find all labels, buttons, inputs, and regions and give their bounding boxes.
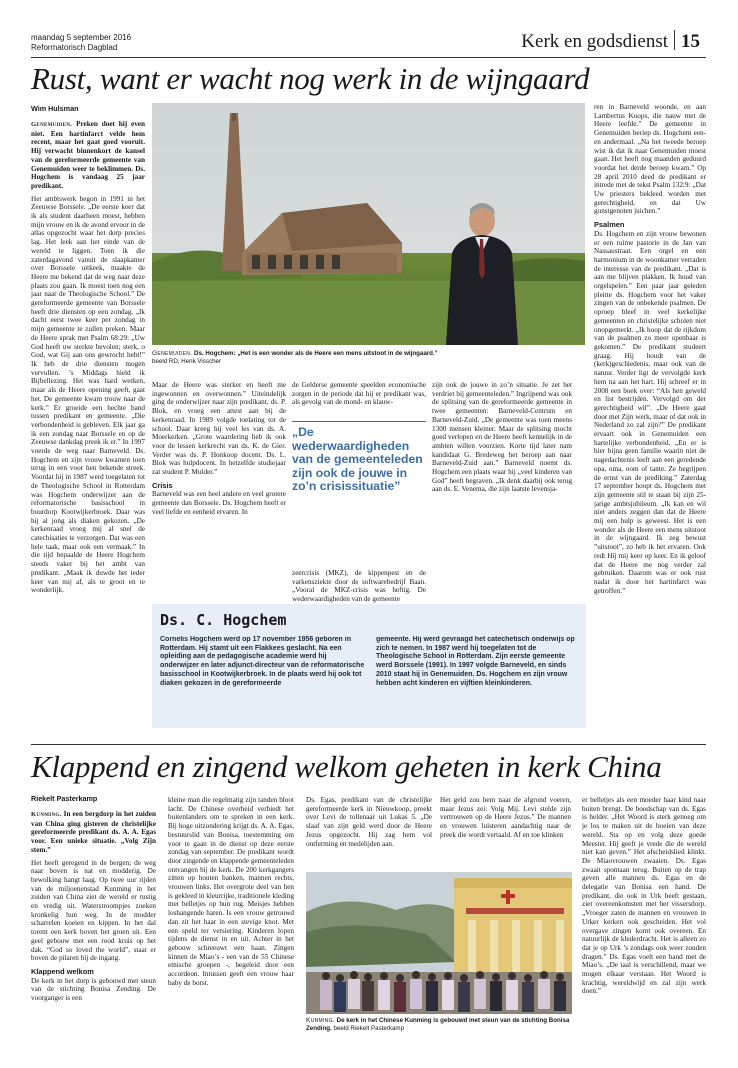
paper-name: Reformatorisch Dagblad <box>31 43 118 52</box>
body-text: zijn ook de jouwe in zo’n situatie. Je zet het verdriet bij gemeenteleden.” Ingrijpend was ook de splitsing van de gereformeerde gemeente in twee gemeenten: Barneveld-Centrum en Barneveld-Zuid. „De gemeente was toen meens 1300 mensen kleiner. Maar de splitsing mocht goed verlopen en de Heere heeft kennelijk in de ambten willen voorzien. Korte tijd later nam kandidaat G. Bredeweg het beroep aan naar Barneveld-Zuid aan.” Barneveld noemt ds. Hogchem een plaats waar hij „veel kinderen van God” heeft begraven. „Ik denk daarbij ook terug aan ds. E. Venema, die zijn laatste levensja- <box>432 381 572 494</box>
bio-box <box>152 604 586 728</box>
article2-col2 <box>168 796 294 1054</box>
body-text: Het geld zou hem naar de afgrond voeren, maar Jezus zei: Volg Mij. Levi stelde zijn vertrouwen op de Heere Jezus.” De mannen en vrouwen luisteren aandachtig naar de preek die wordt vertaald. Af en toe klinken <box>440 796 571 839</box>
body-text: Ds. Egas, predikant van de christelijke gereformeerde kerk in Nieuwkoop, preekt over Levi de tollenaar uit Lukas 5. „De slaaf van zijn geld werd door de Heere Jezus opgezocht. Hij zag hem vol ontferming en medelijden aan. <box>306 796 432 848</box>
article2-lead <box>31 810 156 855</box>
issue-date: maandag 5 september 2016 <box>31 33 132 42</box>
caption-dateline: Kunming. <box>306 1017 335 1024</box>
article2-col1 <box>31 810 156 1055</box>
body-text: Ds. Hogchem en zijn vrouw bewonen er een ruime pastorie in de Jan van Nassaustraat. Een orgel en een harmonium in de woonkamer verraden de interesse van de predikant. „Dat is aan me blijven plakken. Ik houd van orgelspelen.” Een paar jaar geleden pleitte ds. Hogchem voor het vaker zingen van de onbekende psalmen. De oproep bleef in veel kerkelijke gemeenten en christelijke scholen niet onopgemerkt. „Ik hoop dat de rijkdom van de psalmen zo meer openbaar is gekomen.” De predikant studeert graag. Hij houdt van de (kerk)geschiedenis, maar ook van de natuur. Verder ligt de vervolgde kerk hem na aan het hart. Hij schreef er in 2008 een boek over: “Als hen geweld en list bestrijden. Vervolgd om der gerechtigheid wil”. „De Heere gaat door met Zijn werk, maar of dat ook in Nederland zo zal zijn?” De predikant ervaart ook in Genemuiden een hartelijke verbondenheid. „En er is hier bijna geen familie waarin niet de nagedachtenis leeft aan een geredende opa, oma, oom of tante. Ze begrijpen de ernst van de prediking.” Zaterdag 17 september hoopt ds. Hogchem met zijn gemeente stil te staan bij zijn 25-jarige ambtsjubileum. „Ik kan en wil niet anders zeggen dan dat de Heere mij een hulp is geweest. Het is een wonder als de Heere een mens uitstoot in de wijngaard. Ik zeg bewust ”uitstoot”, zo heb ik het ervaren. Ook redt Hij mij keer op keer. En ik geloof dat de Heere me nog verder zal gebruiken. Daarom was er ook rust nadat ik door het hartinfarct was getroffen.” <box>594 229 706 595</box>
bio-title: Ds. C. Hogchem <box>160 611 287 629</box>
subhead-psalmen: Psalmen <box>594 220 625 230</box>
article2-byline: Riekelt Pasterkamp <box>31 794 98 803</box>
lead-text: Preken doet hij even niet. Een hartinfarct velde hem recent, maar het gaat goed vooruit. Hij verwacht binnenkort de kansel van de gereformeerde gemeente van Genemuiden weer te beklimmen. Ds. Hogchem is vandaag 25 jaar predikant. <box>31 120 145 190</box>
china-church-illustration <box>306 872 572 1014</box>
body-text: ren in Barneveld woonde, en aan Lambertus Koops, die nauw met de Heere leefde.” De gemeente in Genemuiden beriep ds. Hogchem een- en andermaal. „Na het tweede beroep wist ik dat ik naar Genemuiden moest gaan. Het heeft nog maanden geduurd voordat het derde beroep kwam.” Op 28 april 2010 deed de predikant er intrede met de tekst Psalm 132:9: „Dat Uw priesters bekleed worden met gerechtigheid, en dat Uw gunstgenoten juichen.” <box>594 103 706 216</box>
header-rule <box>31 57 706 58</box>
article1-col2 <box>152 381 286 601</box>
photo2-caption <box>306 1017 572 1032</box>
body-text: er belletjes als een moeder haar kind naar buiten brengt. De boodschap van ds. Egas is helder. „Het Woord is sterk genoeg om je los te maken uit de boeien van deze wereld. Sta op en volg deze goede Meester. Hij geeft je vrede die de wereld niet kan geven.” Het afscheidslied klinkt. De Miaovrouwen zwaaien. Ds. Egas zwaait spontaan terug. Buiten op de trap geven alle mannen ds. Egas en de delegatie van Bonisa een hand. De predikant, die ook in Urk heeft gestaan, ziet overeenkomsten met het vissersdorp. „Vroeger zaten de mannen en vrouwen in Urker kerken ook gescheiden. Het vol overgave zingen komt ook overeen. En natuurlijk de klederdracht. Het is alleen zo dat je op Urk ’s zondags ook weer zouden dragen.” Ds. Egas voelt een band met de Miao’s. „De taal is verschillend, maar we mogen elkaar verstaan. Het Woord is krachtig, wereldwijd en zal zijn werk doen.” <box>582 796 706 996</box>
church-photo-illustration <box>152 103 585 345</box>
photo-credit: beeld RD, Henk Visscher <box>152 357 222 365</box>
article2-col3 <box>306 796 432 866</box>
article1-col4 <box>432 381 572 601</box>
section-title: Kerk en godsdienst <box>521 31 668 52</box>
caption-dateline: Genemuiden. <box>152 350 193 357</box>
article1-col5 <box>594 103 706 735</box>
body-text: De kerk in het dorp is gebouwd met steun van de stichting Bonisa Zending. De voorganger is een <box>31 976 156 1003</box>
body-text: Het heeft geregend in de bergen; de weg naar boven is nat en modderig. De bewolking hangt laag. Op twee uur rijden van de miljoenenstad Kunming in het zuiden van China ziet de wereld er rustig en vredig uit. Waterstroompjes zoeken kronkelig hun weg. In de modder scharrelen koeien en kippen. In het dal torent een kerk boven het groen uit. Een geel gebouw met een rood kruis op het dak. “God so loved the world”, staat er boven de pilaren bij de ingang. <box>31 858 156 963</box>
china-church-photo <box>306 872 572 1014</box>
page-number: 15 <box>681 31 700 52</box>
church-photo <box>152 103 585 345</box>
subhead-klappend: Klappend welkom <box>31 966 94 976</box>
body-text: kleine man die regelmatig zijn tanden bloot lacht. De Chinese overheid verbiedt het buitenlanders om te spreken in een kerk. Bij hoge uitzondering krijgt ds. A. A. Egas, bestuurslid van Bonisa, toestemming om voor te gaan in de dienst op deze eerste zondag van september. De predikant wordt door zingende en klappende gemeenteleden ontvangen bij de kerk. De 200 kerkgangers zitten op houten banken, mannen rechts, vrouwen links. Het overgrote deel van hen is gekleed in kleurrijke, traditionele kleding met belletjes op hun rug. Meisjes hebben loshangende haren. Is een vrouw getrouwd dan zit het haar in een stevige knot. Met een speld ter versiering. Kinderen lopen tijdens de dienst in en uit. Achter in het gebouw schreeuwt een haan. Zingen kinnen de Miao’s - een van de 55 Chinese etnische groepen -, begeleid door een accordeon. Intussen geeft een vrouw haar baby de borst. <box>168 796 294 987</box>
article-divider <box>31 744 706 745</box>
article2-col5 <box>582 796 706 1054</box>
photo-credit: beeld Riekelt Pasterkamp <box>333 1024 405 1032</box>
article1-lead <box>31 120 145 191</box>
bio-right: gemeente. Hij werd gevraagd het catechetisch onderwijs op zich te nemen. In 1987 werd hij toegelaten tot de Theologische School in Rotterdam. Zijn eerste gemeente werd Borssele (1991). In 1997 volgde Barneveld, en sinds 2010 staat hij in Genemuiden. Ds. Hogchem en zijn vrouw hebben acht kinderen en vijftien kleinkinderen. <box>376 636 575 687</box>
caption-text: De kerk in het Chinese Kunming is gebouwd met steun van de stichting Bonisa Zending. <box>306 1017 570 1032</box>
article1-col3 <box>292 381 426 415</box>
body-text: Maar de Heere was sterker en heeft me ingewonnen en overwonnen.” Uiteindelijk ging de onderwijzer naar zijn predikant, ds. P. Blok, en vroeg een attest aan bij de kerkenraad. In 1989 volgde toelating tot de school. Daar kreeg hij veel les van ds. A. Moerkerken. „Grote waardering heb ik ook voor de lessen kerkrecht van ds. K. de Gier. Verder was ds. P. Honkoop docent. Ds. L. Blok was hulpdocent. In hetzelfde studiejaar zat student P. Mulder.” <box>152 381 286 477</box>
article1-headline: Rust, want er wacht nog werk in de wijngaard <box>31 61 590 96</box>
article1-byline: Wim Hulsman <box>31 104 79 113</box>
lead-text: In een bergdorp in het zuiden van China ging gisteren de christelijke gereformeerde predikant ds. A. A. Egas voor. Een unieke situatie. „Volg Zijn stem.” <box>31 810 156 854</box>
article1-col1 <box>31 120 145 730</box>
body-text: de Gelderse gemeente speelden economische zorgen in de periode dat hij er predikant was, als gevolg van de mond- en klauw- <box>292 381 426 407</box>
section-header <box>521 30 700 54</box>
bio-left: Cornelis Hogchem werd op 17 november 1956 geboren in Rotterdam. Hij stamt uit een Flakkees geslacht. Na een opleiding aan de pedagogische academie werd hij onderwijzer en later adjunct-directeur van de reformatorische basisschool in Kootwijkerbroek. In de plaats werd hij ook tot diaken gekozen in de gereformeerde <box>160 636 365 687</box>
dateline: Kunming. <box>31 811 62 818</box>
pull-quote: „De wederwaardigheden van de gemeenteleden zijn ook de jouwe in zo’n crisissituatie” <box>292 421 426 494</box>
article2-col4 <box>440 796 571 866</box>
dateline: Genemuiden. <box>31 121 73 128</box>
article2-headline: Klappend en zingend welkom geheten in kerk China <box>31 749 662 784</box>
subhead-crisis: Crisis <box>152 480 173 490</box>
caption-text: Ds. Hogchem: „Het is een wonder als de Heere een mens uitstoot in de wijngaard.” <box>194 350 438 357</box>
divider <box>674 30 675 50</box>
photo1-caption <box>152 350 585 365</box>
masthead-date <box>31 33 131 53</box>
body-text: Barneveld was een heel andere en veel grotere gemeente dan Borssele. Ds. Hogchem heeft er veel liefde en eenheid ervaren. In <box>152 490 286 516</box>
body-text: zeercrisis (MKZ), de kippenpest en de varkensziekte door de softwarebedrijf Baan. „Vooral de MKZ-crisis was heftig. De wederwaardigheden van de gemeente <box>292 569 426 603</box>
body-text: Het ambtswerk begon in 1991 in het Zeeuwse Borssele. „De eerste keer dat ik als student daarheen moest, hebben mijn vrouw en ik de avond ervoor in de atlas opgezocht waar het dorp precies lag. Het leek aan het einde van de wereld te liggen. Toen ik die zaterdagavond vanuit de slaapkamer over Borssele uitkeek, maakte de Heere me bekend dat de weg naar deze plaats zou gaan. Ik moest toen nog een jaar naar de Theologische School.” De gereformeerde gemeente van Borssele heeft drie diensten op een zondag. „Ik dacht eerst twee keer per zondag in mijn gemeente te zullen preken. Maar de Heere sprak met Psalm 68:29: „Uw God heeft uw sterkte bevolen; sterk, o God, wat Gij aan ons gewrocht hebt!” Ik heb de drie diensten mogen vervullen. ’s Middags hield ik Bijbellezing. Het was hard werken, maar als de Heere opening geeft, gaat het. De gemeente kwam trouw naar de kerk.” Er groeide een hechte band tussen predikant en gemeente. „Die verbondenheid is gebleven. Elk jaar ga ik een zondag naar Borssele en op de Zeeuwse dankdag preek ik er.” In 1997 voerde de weg naar Barneveld. Ds. Hogchem en zijn vrouw kwamen toen terug in een voor hen bekende streek. Voordat hij in 1987 werd toegelaten tot de Theologische School in Rotterdam was Hogchem onderwijzer aan de reformatorische basisschool in buurdorp Kootwijkerbroek. Daar was hij al jong als diaken gekozen. „De kerkenraad vroeg mij al snel de catechisaties te verzorgen. Dat was een hele taak, maar ook een vermaak.” In die tijd bepaalde de Heere Hogchem steeds vaker bij het ambt van predikant. „Maak ik duwde het ieder keer van mij af, als te groot en te wonderlijk. <box>31 194 145 595</box>
article1-col3b <box>292 569 426 603</box>
